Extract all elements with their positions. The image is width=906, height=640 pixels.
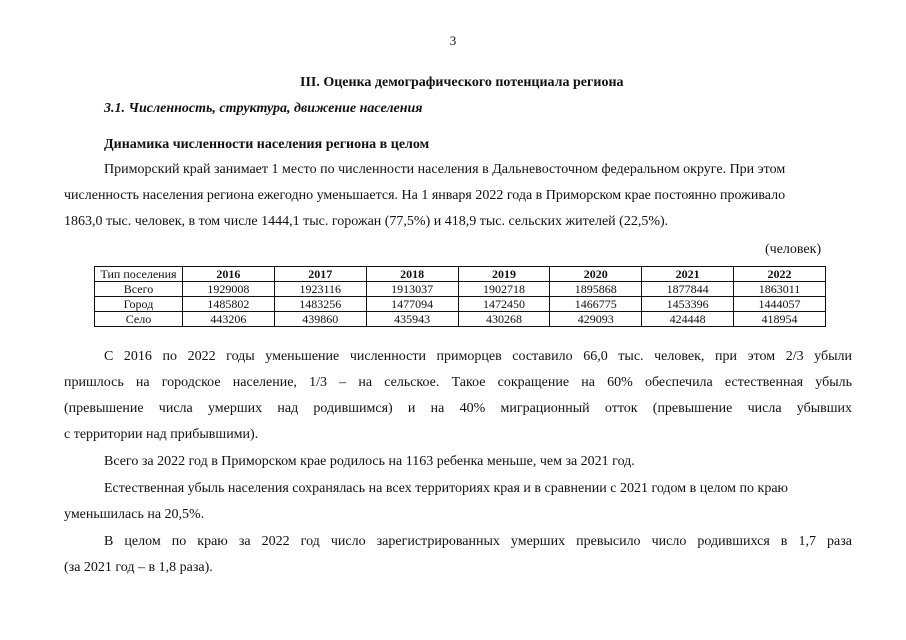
paragraph-1-line-1: Приморский край занимает 1 место по численности населения в Дальневосточном федеральном округе. При этом	[104, 162, 786, 177]
header-year: 2021	[642, 267, 734, 282]
row-label: Всего	[95, 282, 183, 297]
table-cell: 1929008	[183, 282, 275, 297]
paragraph-1-line-3: 1863,0 тыс. человек, в том числе 1444,1 тыс. горожан (77,5%) и 418,9 тыс. сельских жителей (22,5%).	[64, 214, 669, 229]
table-header-row	[95, 267, 826, 282]
table-cell: 443206	[183, 312, 275, 327]
table-row	[95, 282, 826, 297]
table-cell: 1466775	[550, 297, 642, 312]
paragraph-4-line-1: Естественная убыль населения сохранялась на всех территориях края и в сравнении с 2021 годом в целом по краю	[104, 481, 789, 496]
table-row	[95, 312, 826, 327]
table-cell: 1923116	[274, 282, 366, 297]
table-cell: 1877844	[642, 282, 734, 297]
header-year: 2017	[274, 267, 366, 282]
table-cell: 1444057	[734, 297, 826, 312]
paragraph-2-line-4: с территории над прибывшими).	[64, 427, 259, 442]
table-cell: 435943	[366, 312, 458, 327]
table-cell: 1895868	[550, 282, 642, 297]
paragraph-3: Всего за 2022 год в Приморском крае родилось на 1163 ребенка меньше, чем за 2021 год.	[104, 454, 635, 469]
table-cell: 1902718	[458, 282, 550, 297]
paragraph-5-line-2: (за 2021 год – в 1,8 раза).	[64, 560, 213, 575]
table-cell: 424448	[642, 312, 734, 327]
table-cell: 1453396	[642, 297, 734, 312]
header-year: 2016	[183, 267, 275, 282]
subsection-title: 3.1. Численность, структура, движение населения	[104, 101, 423, 116]
population-table	[94, 266, 826, 327]
header-year: 2019	[458, 267, 550, 282]
table-cell: 439860	[274, 312, 366, 327]
paragraph-2-line-2: пришлось на городское население, 1/3 – на сельское. Такое сокращение на 60% обеспечила естественная убыль	[64, 375, 852, 390]
table-row	[95, 297, 826, 312]
header-settlement-type: Тип поселения	[95, 267, 183, 282]
block-heading: Динамика численности населения региона в целом	[104, 137, 430, 152]
table-cell: 1913037	[366, 282, 458, 297]
table-cell: 429093	[550, 312, 642, 327]
header-year: 2018	[366, 267, 458, 282]
table-cell: 1472450	[458, 297, 550, 312]
page-number: 3	[449, 33, 457, 48]
paragraph-4-line-2: уменьшилась на 20,5%.	[64, 507, 205, 522]
table-cell: 1477094	[366, 297, 458, 312]
section-title: III. Оценка демографического потенциала региона	[300, 75, 624, 90]
row-label: Село	[95, 312, 183, 327]
header-year: 2020	[550, 267, 642, 282]
unit-note: (человек)	[765, 242, 822, 257]
table-cell: 1863011	[734, 282, 826, 297]
table-cell: 1485802	[183, 297, 275, 312]
paragraph-2-line-1: С 2016 по 2022 годы уменьшение численности приморцев составило 66,0 тыс. человек, при этом 2/3 убыли	[104, 349, 852, 364]
table-cell: 1483256	[274, 297, 366, 312]
header-year: 2022	[734, 267, 826, 282]
row-label: Город	[95, 297, 183, 312]
table-cell: 418954	[734, 312, 826, 327]
paragraph-2-line-3: (превышение числа умерших над родившимся) и на 40% миграционный отток (превышение числа убывших	[64, 401, 852, 416]
paragraph-5-line-1: В целом по краю за 2022 год число зарегистрированных умерших превысило число родившихся в 1,7 раза	[104, 534, 852, 549]
paragraph-1-line-2: численность населения региона ежегодно уменьшается. На 1 января 2022 года в Приморском крае постоянно проживало	[64, 188, 786, 203]
table-cell: 430268	[458, 312, 550, 327]
